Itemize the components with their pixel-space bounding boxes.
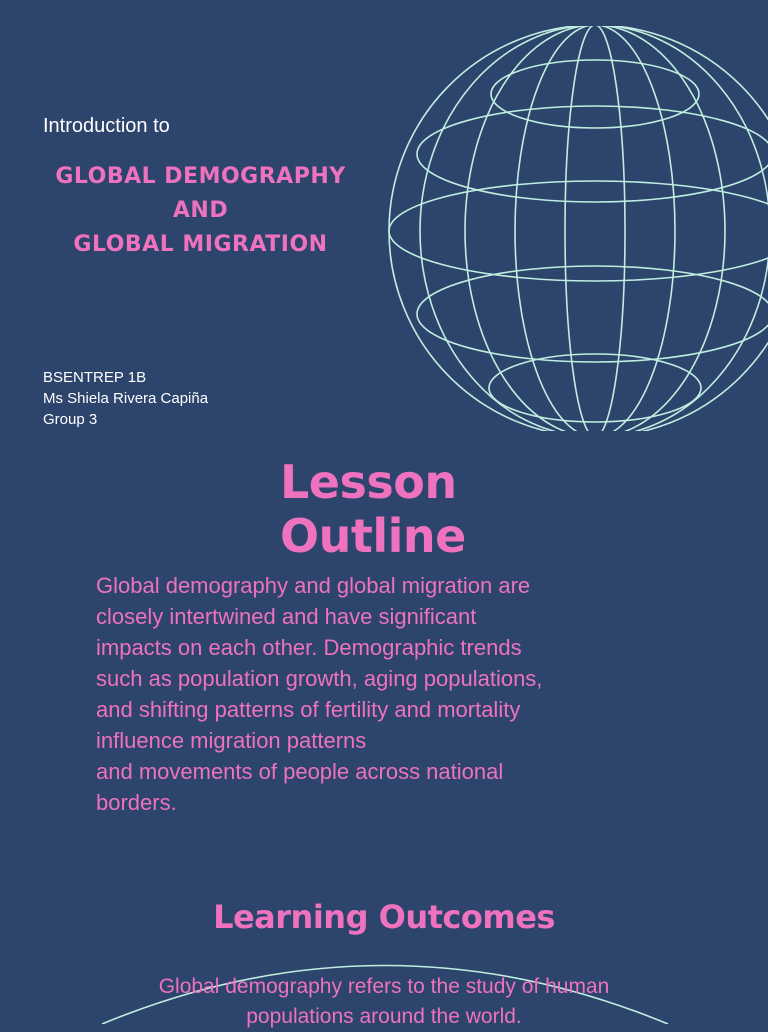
body-line: influence migration patterns [96,728,367,753]
body-line: such as population growth, aging populations, [96,666,543,691]
presentation-title [28,160,373,262]
body-line: Global demography and global migration are [96,573,531,598]
lesson-outline-body [96,570,696,818]
heading-line: Outline [280,509,466,563]
longitude-line [565,26,625,431]
heading-line: Lesson [280,455,457,509]
presenter-info [43,367,208,430]
intro-text: Introduction to [43,115,170,137]
title-line: GLOBAL DEMOGRAPHY [55,164,346,189]
title-line: GLOBAL MIGRATION [73,232,328,257]
course-code: BSENTREP 1B [43,369,147,386]
body-line: and shifting patterns of fertility and mortality [96,697,521,722]
longitude-line [515,26,675,431]
body-line: borders. [96,790,177,815]
group-label: Group 3 [43,411,98,428]
title-line: AND [172,198,229,223]
learning-outcomes-heading: Learning Outcomes [213,898,555,936]
body-line: impacts on each other. Demographic trends [96,635,522,660]
body-line: and movements of people across national [96,759,504,784]
globe-outline [389,26,768,431]
globe-wireframe-icon [383,26,768,431]
instructor-name: Ms Shiela Rivera Capiña [43,390,209,407]
body-line: Global demography refers to the study of human [158,975,610,998]
lesson-outline-heading [280,455,466,563]
latitude-line [489,354,701,422]
learning-outcomes-body [0,972,768,1032]
longitude-line [420,26,768,431]
body-line: populations around the world. [246,1005,522,1028]
latitude-line [491,60,699,128]
body-line: closely intertwined and have significant [96,604,477,629]
